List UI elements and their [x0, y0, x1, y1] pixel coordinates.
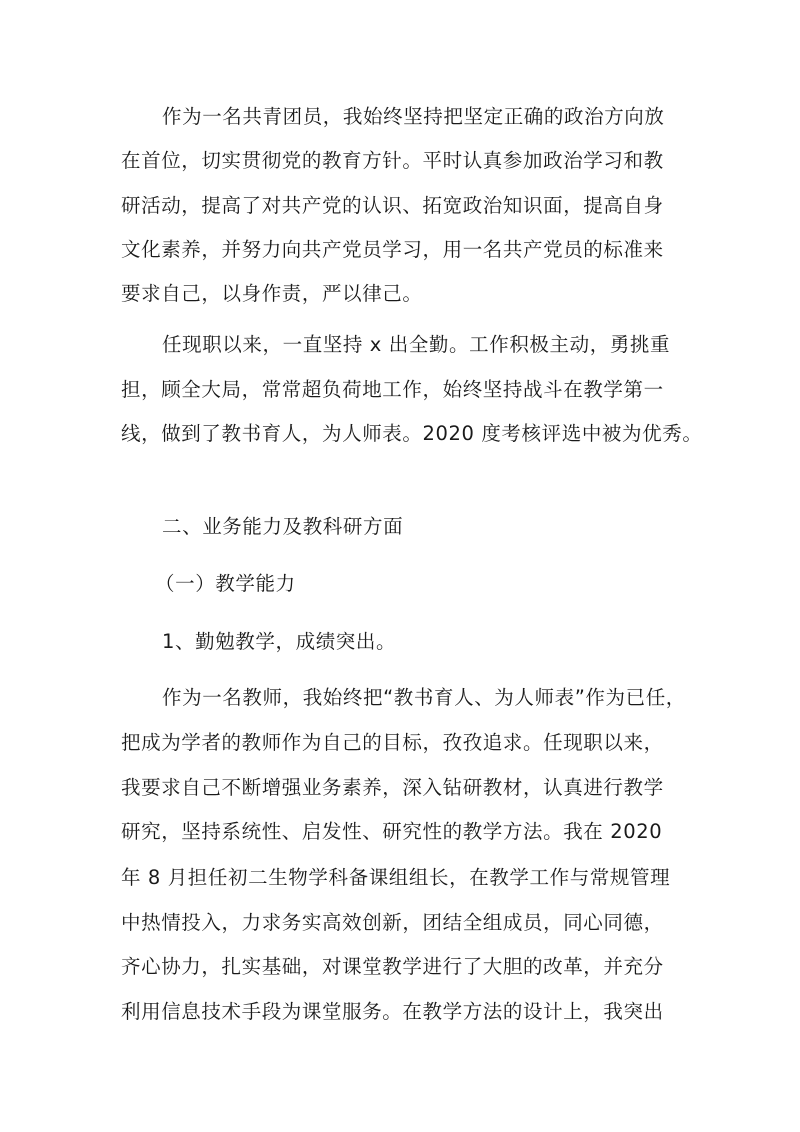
- item-heading: 1、勤勉教学，成绩突出。: [162, 630, 397, 653]
- subsection-heading: （一）教学能力: [155, 572, 296, 595]
- paragraph-1-line: 在首位，切实贯彻党的教育方针。平时认真参加政治学习和教: [121, 149, 664, 172]
- paragraph-3-line: 齐心协力，扎实基础，对课堂教学进行了大胆的改革，并充分: [121, 955, 664, 978]
- paragraph-1-line: 文化素养，并努力向共产党员学习，用一名共产党员的标准来: [121, 238, 664, 261]
- paragraph-3-line: 把成为学者的教师作为自己的目标，孜孜追求。任现职以来，: [121, 731, 664, 754]
- paragraph-1-line: 作为一名共青团员，我始终坚持把坚定正确的政治方向放: [162, 105, 665, 128]
- paragraph-3-line: 作为一名教师，我始终把“教书育人、为人师表”作为已任，: [162, 686, 686, 709]
- section-heading: 二、业务能力及教科研方面: [162, 515, 404, 538]
- paragraph-1-line: 要求自己，以身作责，严以律己。: [121, 282, 423, 305]
- paragraph-3-line: 我要求自己不断增强业务素养，深入钻研教材，认真进行教学: [121, 776, 664, 799]
- paragraph-3-line: 年 8 月担任初二生物学科备课组组长，在教学工作与常规管理: [121, 866, 671, 889]
- paragraph-1-line: 研活动，提高了对共产党的认识、拓宽政治知识面，提高自身: [121, 194, 664, 217]
- paragraph-3-line: 中热情投入，力求务实高效创新，团结全组成员，同心同德，: [121, 911, 664, 934]
- paragraph-2-line: 担，顾全大局，常常超负荷地工作，始终坚持战斗在教学第一: [121, 378, 664, 401]
- paragraph-3-line: 利用信息技术手段为课堂服务。在教学方法的设计上，我突出: [121, 1000, 664, 1023]
- paragraph-2-line: 线，做到了教书育人，为人师表。2020 度考核评选中被为优秀。: [121, 422, 703, 445]
- paragraph-2-line: 任现职以来，一直坚持 x 出全勤。工作积极主动，勇挑重: [162, 333, 671, 356]
- paragraph-3-line: 研究，坚持系统性、启发性、研究性的教学方法。我在 2020: [121, 820, 663, 843]
